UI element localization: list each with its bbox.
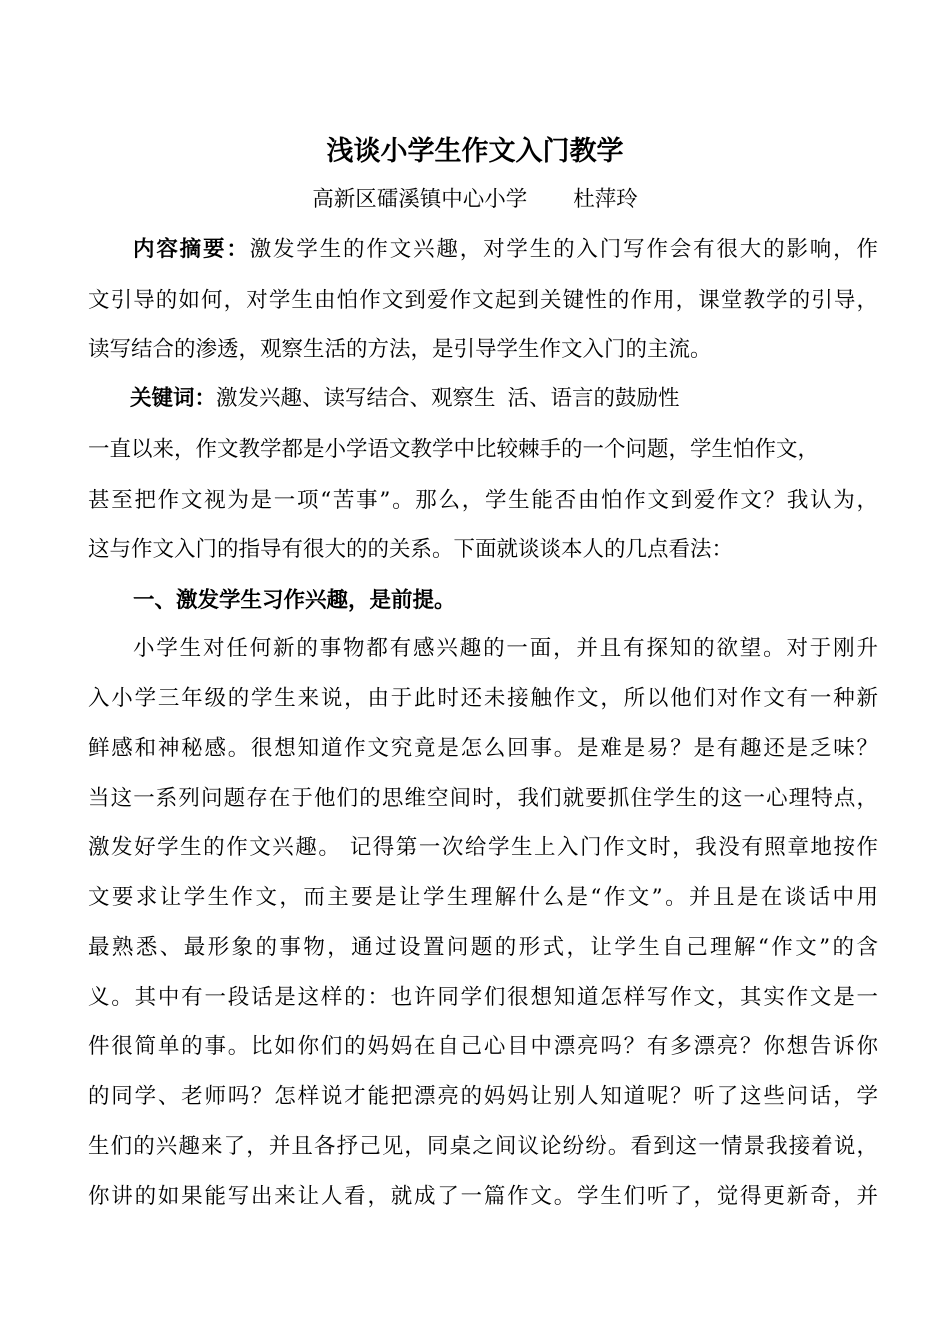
keywords-label: 关键词： [130,386,217,411]
body-line: 激发好学生的作文兴趣。 记得第一次给学生上入门作文时，我没有照章地按作 [88,835,878,860]
body-line: 入小学三年级的学生来说，由于此时还未接触作文，所以他们对作文有一种新 [88,686,878,711]
body-line: 小学生对任何新的事物都有感兴趣的一面，并且有探知的欲望。对于刚升 [133,636,878,661]
author-byline [0,184,950,216]
body-line: 义。其中有一段话是这样的：也许同学们很想知道怎样写作文，其实作文是一 [88,985,878,1010]
keywords-text: 活、语言的鼓励性 [507,386,680,411]
body-line: 生们的兴趣来了，并且各抒己见，同桌之间议论纷纷。看到这一情景我接着说， [88,1134,878,1159]
intro-line: 甚至把作文视为是一项“苦事”。那么，学生能否由怕作文到爱作文？我认为， [88,488,878,513]
body-line: 件很简单的事。比如你们的妈妈在自己心目中漂亮吗？有多漂亮？你想告诉你 [88,1034,878,1059]
keywords-line [130,383,878,415]
intro-line: 一直以来，作文教学都是小学语文教学中比较棘手的一个问题，学生怕作文， [88,437,820,462]
body-line: 你讲的如果能写出来让人看，就成了一篇作文。学生们听了，觉得更新奇，并 [88,1184,878,1209]
abstract-label: 内容摘要： [133,237,250,262]
abstract-line: 内容摘要：激发学生的作文兴趣，对学生的入门写作会有很大的影响，作 [133,237,878,262]
author-name: 杜萍玲 [573,187,638,212]
body-line: 文要求让学生作文，而主要是让学生理解什么是“作文”。并且是在谈话中用 [88,885,878,910]
document-title: 浅谈小学生作文入门教学 [326,136,624,167]
body-line: 最熟悉、最形象的事物，通过设置问题的形式，让学生自己理解“作文”的含 [88,935,878,960]
section-heading: 一、激发学生习作兴趣，是前提。 [133,588,456,613]
body-line: 鲜感和神秘感。很想知道作文究竟是怎么回事。是难是易？是有趣还是乏味？ [88,736,878,761]
keywords-text: 激发兴趣、读写结合、观察生 [216,386,496,411]
body-line: 的同学、老师吗？怎样说才能把漂亮的妈妈让别人知道呢？听了这些问话，学 [88,1084,878,1109]
abstract-line: 读写结合的渗透，观察生活的方法，是引导学生作文入门的主流。 [88,337,712,362]
body-line: 当这一系列问题存在于他们的思维空间时，我们就要抓住学生的这一心理特点， [88,786,878,811]
author-organization: 高新区礌溪镇中心小学 [312,187,528,212]
abstract-line: 文引导的如何，对学生由怕作文到爱作文起到关键性的作用，课堂教学的引导， [88,288,878,313]
intro-line: 这与作文入门的指导有很大的的关系。下面就谈谈本人的几点看法： [88,537,734,562]
